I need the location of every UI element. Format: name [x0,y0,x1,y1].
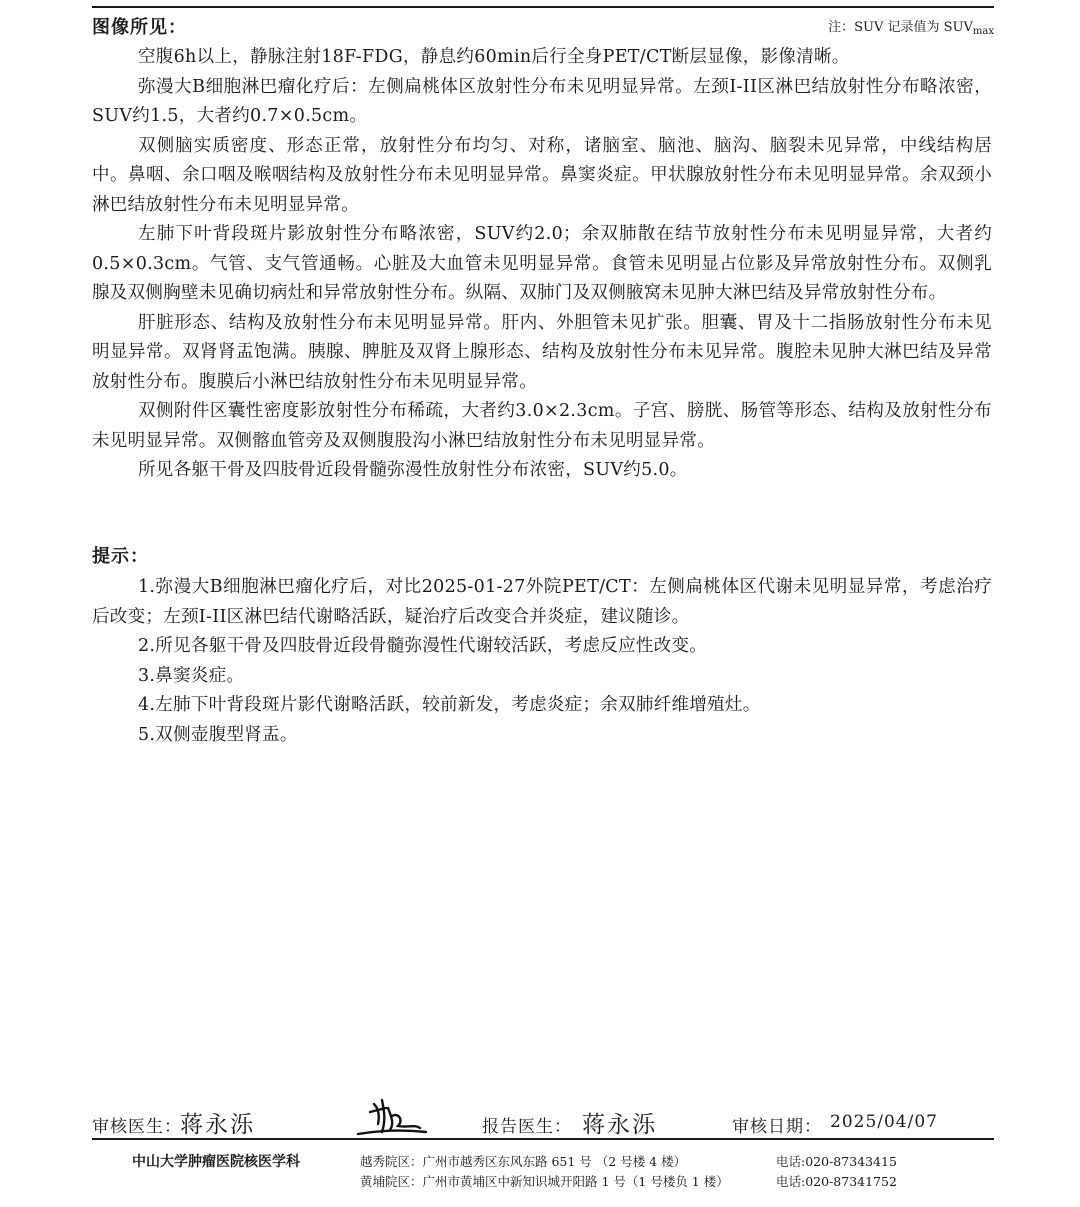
impression-item: 5.双侧壶腹型肾盂。 [138,724,298,745]
findings-paragraph: 空腹6h以上，静脉注射18F-FDG，静息约60min后行全身PET/CT断层显像，影像清晰。 [138,47,850,67]
department-name: 中山大学肿瘤医院核医学科 [132,1154,300,1170]
suv-note: 注：SUV 记录值为 $SUV_{max}$ [828,20,994,37]
review-date: 2025/04/07 [830,1112,938,1132]
findings-section [92,43,992,486]
signature-row [92,1106,994,1138]
phone-yuexiu: 电话:020-87343415 [776,1154,897,1169]
findings-paragraph: 肝脏形态、结构及放射性分布未见明显异常。肝内、外胆管未见扩张。胆囊、胃及十二指肠放射性分布未见明显异常。双肾肾盂饱满。胰腺、脾脏及双肾上腺形态、结构及放射性分布未见异常。腹腔未见肿大淋巴结及异常放射性分布。腹膜后小淋巴结放射性分布未见明显异常。 [92,312,992,392]
review-date-label: 审核日期： [732,1117,822,1137]
impression-item: 4.左肺下叶背段斑片影代谢略活跃，较前新发，考虑炎症；余双肺纤维增殖灶。 [138,695,761,715]
findings-title: 图像所见： [92,17,187,38]
reporter-name: 蒋永泺 [582,1112,657,1138]
campus-address-yuexiu: 越秀院区：广州市越秀区东风东路 651 号 （2 号楼 4 楼） [360,1154,687,1169]
reviewer-name: 蒋永泺 [180,1112,255,1138]
reporter-label: 报告医生： [482,1117,572,1137]
findings-paragraph: 左肺下叶背段斑片影放射性分布略浓密，SUV约2.0；余双肺散在结节放射性分布未见明显异常，大者约0.5×0.3cm。气管、支气管通畅。心脏及大血管未见明显异常。食管未见明显占位影及异常放射性分布。双侧乳腺及双侧胸壁未见确切病灶和异常放射性分布。纵隔、双肺门及双侧腋窝未见肿大淋巴结及异常放射性分布。 [92,224,992,303]
findings-paragraph: 所见各躯干骨及四肢骨近段骨髓弥漫性放射性分布浓密，SUV约5.0。 [138,460,688,480]
impression-section [92,573,992,750]
top-divider [92,6,994,8]
findings-paragraph: 双侧脑实质密度、形态正常，放射性分布均匀、对称，诸脑室、脑池、脑沟、脑裂未见异常，中线结构居中。鼻咽、余口咽及喉咽结构及放射性分布未见明显异常。鼻窦炎症。甲状腺放射性分布未见明显异常。余双颈小淋巴结放射性分布未见明显异常。 [92,135,992,215]
reviewer-label: 审核医生： [92,1117,182,1137]
impression-title: 提示： [92,546,149,567]
impression-item: 2.所见各躯干骨及四肢骨近段骨髓弥漫性代谢较活跃，考虑反应性改变。 [138,636,708,656]
impression-item: 3.鼻窦炎症。 [138,665,245,686]
campus-address-huangpu: 黄埔院区：广州市黄埔区中新知识城开阳路 1 号（1 号楼负 1 楼） [360,1174,729,1189]
findings-paragraph: 弥漫大B细胞淋巴瘤化疗后：左侧扁桃体区放射性分布未见明显异常。左颈I-II区淋巴结放射性分布略浓密，SUV约1.5，大者约0.7×0.5cm。 [92,76,992,126]
impression-item: 1.弥漫大B细胞淋巴瘤化疗后，对比2025-01-27外院PET/CT：左侧扁桃体区代谢未见明显异常，考虑治疗后改变；左颈I-II区淋巴结代谢略活跃，疑治疗后改变合并炎症，建议随诊。 [92,577,992,627]
handwritten-signature [352,1094,432,1144]
phone-huangpu: 电话:020-87341752 [776,1174,897,1189]
bottom-divider [92,1138,994,1140]
findings-paragraph: 双侧附件区囊性密度影放射性分布稀疏，大者约3.0×2.3cm。子宫、膀胱、肠管等形态、结构及放射性分布未见明显异常。双侧髂血管旁及双侧腹股沟小淋巴结放射性分布未见明显异常。 [92,401,992,451]
